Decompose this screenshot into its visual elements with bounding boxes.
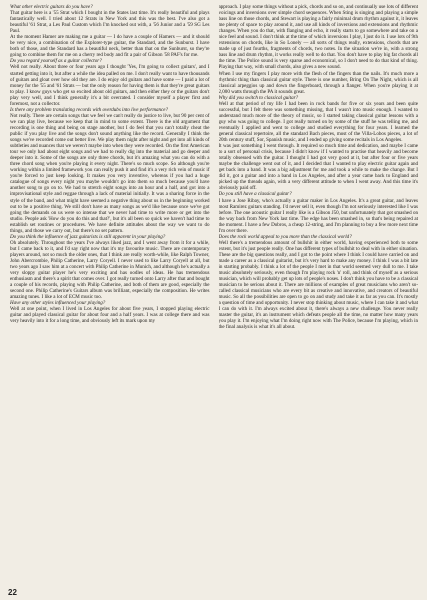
interview-question: What other electric guitars do you have? <box>10 4 93 10</box>
interview-question: Is there any problem translating records with overdubs into live performance? <box>10 106 169 113</box>
interview-answer: approach. I play some things without a pick, chords and so on, and continually use lots of different voicings and inversions over simple chord sequences. When Sting is singing and playing a simple bass line on those chords, and Stewart is playing a fairly minimal drum rhythm against it, it leaves me plenty of space to play around it, and use all kinds of inversions and extensions and rhythmic changes. When you do that, with flanging and echo, it really starts to go somewhere and take on a nice feel and sound. I don't think at the time of which inversions I play, I just do it. I use lots of 9th extensions on chords, like in So Lonely — all sorts of things really, extensions, chords that are made up of just fourths, fragments of chords, two notes. In the situation we're in, with a strong bass line and drum rhythm, it works really well to do that. You don't have to play big fat chords all the time. The Police sound is very sparse and economical, so I don't need to do that kind of thing. Playing that way, with small chords, also gives a new sound. <box>218 4 418 71</box>
interview-answer: Well at that period of my life I had been in rock bands for five or six years and been quite successful, but I felt there was something missing, that I wasn't into music enough. I wanted to understand much more of the theory of music, so I started taking classical guitar lessons with a guy who was going to college. I got really turned on by some of the stuff he was telling me, and eventually I applied and went to college and studied everything for four years. I learned the general classical repertoire, all the standard Bach pieces, most of the Villa-Lobos pieces, a lot of 20th century stuff, Sor, Spanish music, and I ended up giving some recitals in Los Angeles. <box>218 100 418 144</box>
interview-answer: Not really. There are certain songs that we feel we can't really do justice to live, but 90 per cent of we can play live, because we keep that in mind to some extent. There is the old argument that recording is one thing and being on stage another, but I do feel that you can't totally cheat the public if you play live and the songs don't sound anything like the record. Generally I think the songs we've recorded come out better live. We play them night after night and get into all kinds of subtleties and nuances that we weren't maybe into when they were recorded. On the first American tour we only had about eight songs and we had to really dig into the material and go deeper and deeper into it. Some of the songs are only three chords, but it's amazing what you can do with a three chord song when you're playing it every night. There's so much scope. So although you're working within a limited framework you can really push it and find it's a very rich vein of music if you're forced to just keep looking. It makes you very inventive, whereas if you had a huge catalogue of songs every night you maybe wouldn't go into them so much because you'd have another song to go on to. We had to stretch eight songs into an hour and a half, and got into a improvisational style and reggae through a lack of material initially. It was a sharing force in the style of the band, and what might have seemed a negative thing about us in the beginning worked out to be a positive thing. We still don't have as many songs as we'd like because once we've got going the demands on us were so intense that we never had time to write more or get into the studio. People ask 'How do you do this and that?', but it's all been so quick we haven't had time to establish set routines or procedures. We have definite attitudes about the way we want to do things, and those we carry out, but there's no set pattern. <box>10 112 210 234</box>
interview-answer: Well at one point, when I lived in Los Angeles for about five years, I stopped playing electric guitar and played classical guitar for about four and a half years. I was at college there and was very heavily into it for a long time, and obviously left its mark upon my <box>10 306 210 325</box>
interview-question: Do you regard yourself as a guitar collector? <box>10 58 102 65</box>
article-columns <box>10 4 418 587</box>
interview-answer: That guitar here is a '55 Strat which I bought in the States last time. It's really beautiful and plays fantastically well. I tried about 12 Strats in New York and this was the best. I've also got a beautiful '61 Strat, a Les Paul Custom which I'm knocked out with, a '56 Junior and a '59 SG Les Paul. <box>10 10 210 35</box>
interview-question: Have any other styles influenced your playing? <box>10 300 106 307</box>
interview-answer: Oh absolutely. Throughout the years I've always liked jazz, and I went away from it for a while, but I came back to it, and I'd say right now that it's my favourite music. There are contemporary players around, not so much the older ones, that I think are really worth-while, like Ralph Towner, John Abercrombie, Philip Catherine, Larry Coryell. I never used to like Larry Coryell at all, but two years ago I saw him at a concert with Philip Catherine in Munich, and although he's actually a very sloppy guitar player he's very exciting and has oodles of ideas. He has tremendous enthusiasm and there's a spirit that comes over. I got really turned onto Larry after that and bought a couple of his records, playing with Philip Catherine, and both of them are good, especially the second one. Philip Catherine's Guitars album was brilliant, especially the composition. He writes amazing tunes. I like a lot of ECM music too. <box>10 239 210 301</box>
interview-question: Do you still have a classical guitar? <box>218 191 292 198</box>
article-column-left <box>10 4 210 587</box>
interview-question: Do you think the influence of jazz guitarists is still apparent in your playing? <box>10 233 166 240</box>
interview-answer: At the moment Hamer are making me a guitar — I do have a couple of Hamers — and it should be very nice, a combination of the Explorer-type guitar, the Standard, and the Sunburst. I have both of those, and the Standard has a beautiful neck, better than that on the Sunburst, so they're going to combine them for me on a cherry red body and fit a pair of Gibson '58 PAF's for me. <box>10 34 210 59</box>
interview-answer: Well there's a tremendous amount of bullshit in either world, having experienced both to some extent, but it's just people really. One has different types of bullshit to deal with in either situation. These are the big questions really, and I got to the point where I think I could have carried on and made a career as a classical guitarist, but it's very hard to make any money. I think I was a bit late in starting probably. I think a lot of the people I met in that world seemed very dull to me. I take music absolutely seriously, even though I'm playing rock 'n' roll, and think of myself as a serious musician, which will probably get up lots of people's noses. I don't think you have to be a classical musician to be serious about it. There are millions of examples of great musicians who aren't so-called classical musicians who are every bit as creative and innovative, and creators of beautiful music. So all the possibilities are open to go on and study and take it as far as you can. It's mostly a question of time and opportunity. I never stop thinking about music, where I can take it and what I can do with it. I'm always excited about it, there's always a new challenge. You never really master the guitar, it's an instrument which defeats people all the time, no matter how many years you play it. I'm enjoying what I'm doing right now with The Police, because I'm playing, which in the final analysis is what it's all about. <box>218 239 418 331</box>
interview-answer: I have a Jose Ribay, who's actually a guitar maker in Los Angeles. It's a great guitar, and leaves most Ramirez guitars standing. I'd never sell it, even though I'm not seriously interested like I was before. The one acoustic guitar I really like is a Gibson J50, but unfortunately that got smashed on the way back from New York last time. The edge has been smashed in, so that's being repaired at the moment. I have a few Dobros, a cheap 12-string, and I'm planning to buy a few more next time I'm over there. <box>218 197 418 234</box>
interview-answer: When I use my fingers I play more with the flesh of the fingers than the nails. It's much more a rhythmic thing than classical guitar style. There is one number, Bring On The Night, which is all classical arpeggios up and down the fingerboard, through a flanger. When you're playing it at 2,000 watts through the PA it sounds great. <box>218 70 418 95</box>
page-number: 22 <box>8 588 17 597</box>
interview-answer: It was just something I went through. It required so much time and dedication, and maybe I came to a sort of personal crisis, because I didn't know if I wanted to practise that heavily and become totally obsessed with the guitar. I thought I had got very good at it, but after four or five years maybe the challenge went out of it, and I decided that I wanted to play electric guitar again and get back into a band. It was a big adjustment for me and took a while to make the change. But I did it, got a guitar and into a band in Los Angeles, and after a year came back to England and picked up the threads again, with a very different attitude to when I went away. And this time it's obviously paid off. <box>218 143 418 192</box>
article-column-right <box>219 4 419 587</box>
interview-answer: Well not really. About three or four years ago I thought 'Yes, I'm going to collect guitars', and I started getting into it, but after a while the idea palled on me. I don't really want to have thousands of guitars and gloat over how old they are. I do enjoy old guitars and have some — I paid a lot of money for the '55 and '61 Strats — but the only reason for having them is that they're great guitars to play. I know guys who get so excited about old guitars, and then either they or the guitars don't play very well, and I think generally it's a bit overrated. I consider myself a player first and foremost, not a collector. <box>10 64 210 107</box>
interview-question: Does the rock world appeal to you more than the classical world? <box>218 233 352 240</box>
interview-question: Why did you switch to classical guitar? <box>218 94 299 101</box>
